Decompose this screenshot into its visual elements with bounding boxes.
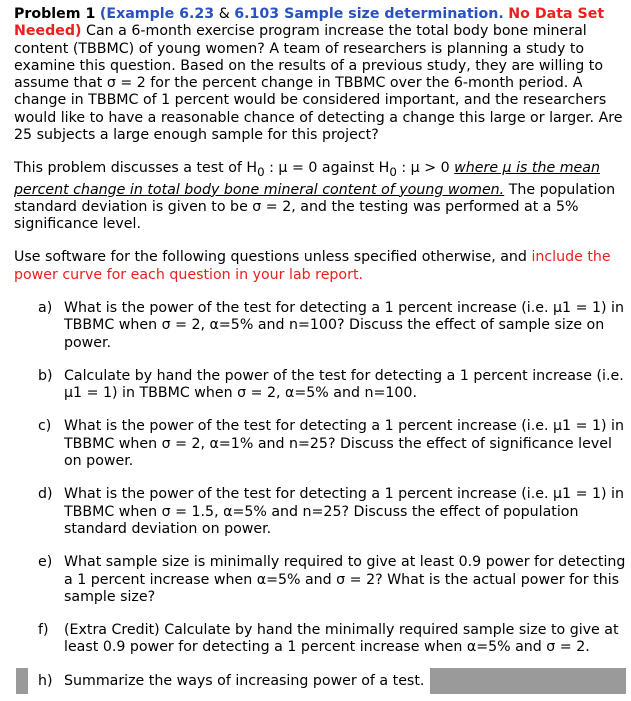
instructions-text: Use software for the following questions unless specified otherwise, and (14, 249, 532, 266)
question-c (14, 418, 626, 470)
h0-subscript: 0 (257, 165, 265, 180)
question-a (14, 300, 626, 352)
document-page (14, 6, 626, 701)
question-f (14, 622, 626, 657)
problem-heading: Problem 1 (14, 6, 96, 22)
question-list (14, 300, 626, 657)
question-text: What is the power of the test for detecting a 1 percent increase (i.e. μ1 = 1) in TBBMC when σ = 2, α=5% and n=100? Discuss the effect of sample size on power. (64, 299, 624, 351)
question-label: h) (38, 672, 53, 689)
example-reference: (Example 6.23 (99, 6, 215, 22)
discussion-alt: : μ > 0 (396, 160, 455, 177)
question-text: Summarize the ways of increasing power of a test. (64, 672, 425, 689)
question-text: What is the power of the test for detecting a 1 percent increase (i.e. μ1 = 1) in TBBMC when σ = 1.5, α=5% and n=25? Discuss the effect of population standard deviation on power. (64, 486, 624, 537)
highlight-bar-left (16, 668, 28, 694)
question-label: b) (38, 367, 53, 384)
question-label: c) (38, 418, 52, 435)
question-text: What sample size is minimally required to give at least 0.9 power for detecting a 1 percent increase when α=5% and σ = 2? What is the actual power for this sample size? (64, 554, 626, 605)
question-b (14, 368, 626, 403)
question-h (14, 673, 626, 701)
question-text: What is the power of the test for detecting a 1 percent increase (i.e. μ1 = 1) in TBBMC when σ = 2, α=1% and n=25? Discuss the effect of significance level on power. (64, 418, 624, 470)
power-curve-note: include the power curve for each question in your lab report. (14, 249, 611, 283)
exercise-reference: 6.103 Sample size determination. (234, 6, 504, 22)
question-e (14, 554, 626, 606)
instructions-paragraph (14, 249, 626, 284)
ampersand: & (214, 6, 235, 22)
h0b-subscript: 0 (389, 165, 397, 180)
discussion-paragraph (14, 160, 626, 233)
problem-statement (14, 6, 626, 144)
question-label: d) (38, 486, 53, 503)
question-d (14, 486, 626, 538)
question-label: f) (38, 622, 49, 639)
problem-text: Can a 6-month exercise program increase the total body bone mineral content (TBBMC) of young women? A team of researchers is planning a study to examine this question. Based on the results of a previous study, they are willing to assume that σ = 2 for the percent change in TBBMC over the 6-month period. A change in TBBMC of 1 percent would be considered important, and the researchers would like to have a reasonable chance of detecting a change this large or larger. Are 25 subjects a large enough sample for this project? (14, 23, 623, 144)
no-data-note: No Data Set Needed) (14, 6, 605, 40)
mu-definition: where μ is the mean percent change in total body bone mineral content of young women. (14, 160, 600, 198)
question-label: e) (38, 554, 53, 571)
question-text: Calculate by hand the power of the test for detecting a 1 percent increase (i.e. μ1 = 1) in TBBMC when σ = 2, α=5% and n=100. (64, 367, 624, 402)
discussion-post: The population standard deviation is given to be σ = 2, and the testing was performed at a 5% significance level. (14, 181, 616, 233)
question-label: a) (38, 299, 53, 316)
discussion-null: : μ = 0 against H (264, 160, 390, 177)
question-text: (Extra Credit) Calculate by hand the minimally required sample size to give at least 0.9 power for detecting a 1 percent increase when α=5% and σ = 2. (64, 622, 619, 656)
discussion-pre: This problem discusses a test of H (14, 160, 258, 177)
highlight-bar-right (430, 668, 626, 694)
